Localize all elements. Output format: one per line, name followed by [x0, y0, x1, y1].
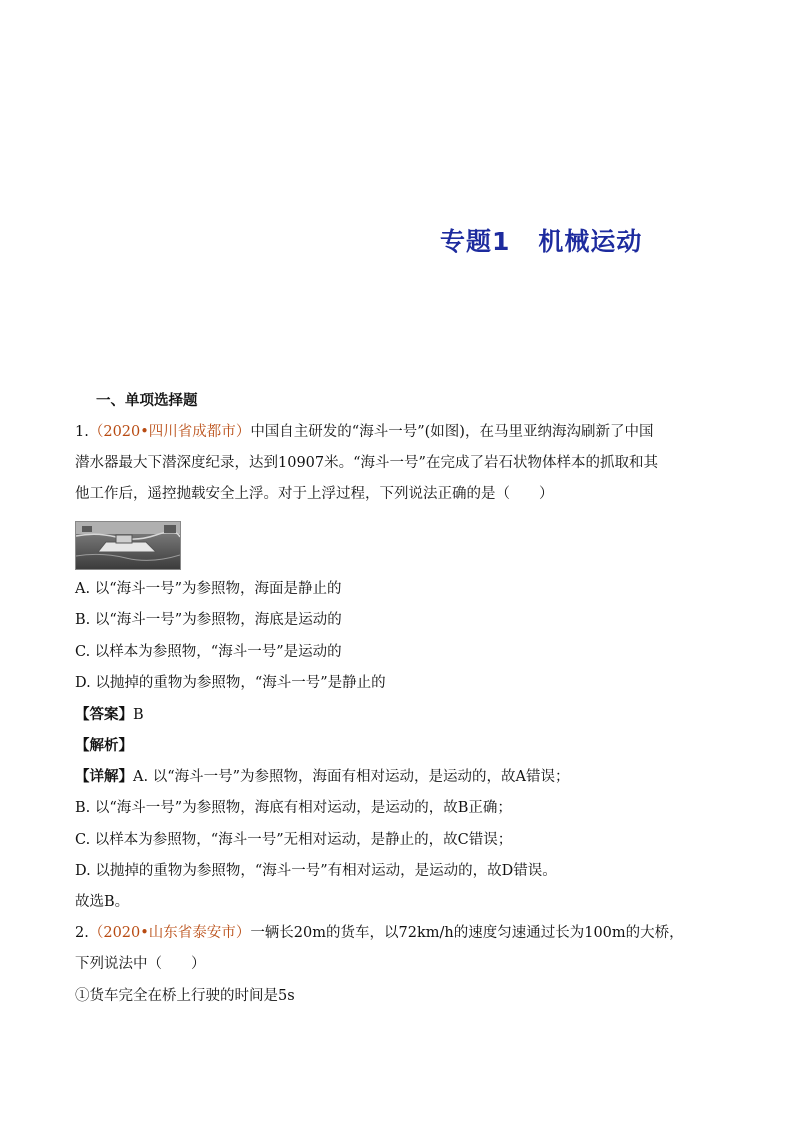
detail-a-text: A. 以“海斗一号”为参照物，海面有相对运动，是运动的，故A错误；: [133, 769, 570, 785]
title-name: 机械运动: [538, 227, 643, 256]
q2-line-1: [75, 922, 725, 944]
q1-text-1: 中国自主研发的“海斗一号”(如图)，在马里亚纳海沟刷新了中国: [250, 424, 654, 440]
q1-text-3: 他工作后，遥控抛载安全上浮。对于上浮过程，下列说法正确的是（ ）: [75, 486, 554, 502]
q1-line-1: [75, 421, 725, 443]
q2-item-1: ①货车完全在桥上行驶的时间是5s: [75, 988, 295, 1004]
q1-source-open: （: [88, 424, 104, 440]
q1-detail-d: D. 以抛掉的重物为参照物，“海斗一号”有相对运动，是运动的，故D错误。: [75, 863, 557, 879]
q1-detail-a: [75, 766, 725, 788]
q1-option-c: C. 以样本为参照物，“海斗一号”是运动的: [75, 644, 342, 660]
q1-source-close: ）: [235, 424, 251, 440]
q1-option-b: B. 以“海斗一号”为参照物，海底是运动的: [75, 612, 342, 628]
q1-number: 1.: [75, 424, 89, 440]
q1-text-2: 潜水器最大下潜深度纪录，达到10907米。“海斗一号”在完成了岩石状物体样本的抓取和其: [75, 455, 658, 471]
analysis-label: 【解析】: [75, 737, 133, 754]
title-topic: 专题1: [440, 227, 511, 256]
q1-conclusion: 故选B。: [75, 894, 130, 910]
q1-answer: [75, 704, 725, 726]
q2-text-2: 下列说法中（ ）: [75, 956, 206, 972]
document-title: [440, 222, 760, 258]
q2-number: 2.: [75, 925, 89, 941]
answer-value: B: [133, 707, 144, 723]
q2-source-open: （: [88, 925, 104, 941]
submarine-photo: [75, 521, 181, 570]
q2-text-1: 一辆长20m的货车，以72km/h的速度匀速通过长为100m的大桥，: [250, 925, 684, 941]
q1-detail-c: C. 以样本为参照物，“海斗一号”无相对运动，是静止的，故C错误；: [75, 832, 513, 848]
q2-source-close: ）: [235, 925, 251, 941]
q2-source: 2020•山东省泰安市: [103, 925, 236, 941]
q1-option-a: A. 以“海斗一号”为参照物，海面是静止的: [75, 581, 342, 597]
q1-option-d: D. 以抛掉的重物为参照物，“海斗一号”是静止的: [75, 675, 386, 691]
detail-label: 【详解】: [75, 768, 133, 785]
q1-detail-b: B. 以“海斗一号”为参照物，海底有相对运动，是运动的，故B正确；: [75, 800, 512, 816]
answer-label: 【答案】: [75, 706, 133, 723]
section-heading: 一、单项选择题: [96, 392, 198, 409]
q1-source: 2020•四川省成都市: [103, 424, 236, 440]
